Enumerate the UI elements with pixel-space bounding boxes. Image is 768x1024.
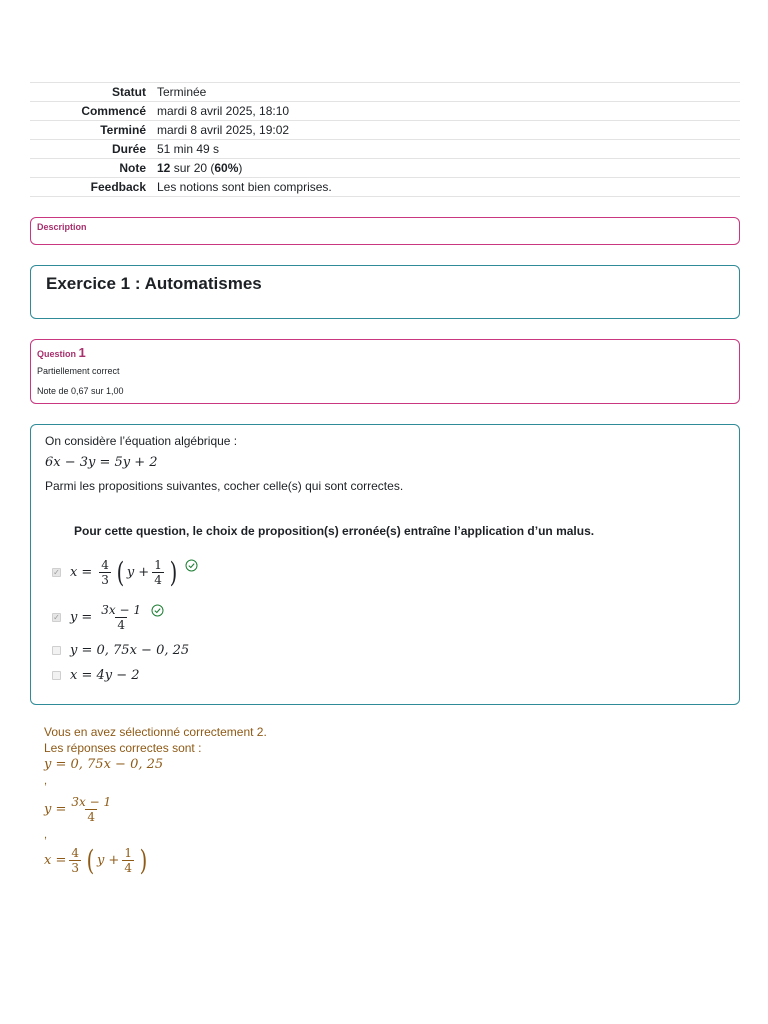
answer-option-3[interactable] — [52, 643, 189, 658]
grade-percent: 60% — [214, 161, 239, 175]
denominator: 4 — [87, 810, 96, 824]
option-checkbox[interactable]: ✓ — [53, 612, 60, 622]
feedback-separator: , — [44, 829, 48, 841]
summary-value — [146, 159, 740, 178]
inner-term: y + — [96, 853, 120, 868]
paren-left: ( — [116, 555, 125, 589]
grade-close: ) — [238, 161, 243, 175]
option-formula: y = 0, 75x − 0, 25 — [70, 643, 190, 658]
feedback-correct-intro: Les réponses correctes sont : — [44, 741, 202, 755]
question-number — [37, 345, 86, 360]
summary-label: Durée — [30, 140, 146, 159]
question-instructions: Parmi les propositions suivantes, cocher celle(s) qui sont correctes. — [45, 479, 404, 493]
correct-check-icon — [185, 559, 198, 572]
answer-option-2[interactable] — [52, 603, 164, 632]
formula-lhs: y — [70, 610, 78, 625]
summary-label: Commencé — [30, 102, 146, 121]
denominator: 3 — [101, 573, 109, 587]
summary-value: 51 min 49 s — [146, 140, 740, 159]
summary-label: Note — [30, 159, 146, 178]
option-formula — [70, 603, 146, 632]
paren-right: ) — [169, 555, 178, 589]
numerator: 3x − 1 — [71, 795, 112, 809]
numerator: 3x − 1 — [101, 603, 141, 617]
answer-option-1[interactable] — [52, 555, 198, 589]
numerator: 4 — [71, 846, 79, 860]
denominator: 4 — [124, 861, 132, 875]
description-box — [30, 217, 740, 245]
attempt-summary-table — [30, 82, 740, 197]
feedback-answer-1: y = 0, 75x − 0, 25 — [44, 757, 164, 772]
malus-warning: Pour cette question, le choix de proposition(s) erronée(s) entraîne l’application d’un malus. — [74, 524, 595, 538]
summary-row-finished — [30, 121, 740, 140]
summary-value: Terminée — [146, 83, 740, 102]
summary-row-grade — [30, 159, 740, 178]
exercise-header — [30, 265, 740, 319]
fraction — [152, 558, 164, 587]
formula-equals: = — [81, 565, 93, 580]
question-state: Partiellement correct — [37, 366, 120, 376]
fraction — [69, 846, 81, 875]
fraction — [122, 846, 134, 875]
summary-row-started — [30, 102, 740, 121]
summary-label: Terminé — [30, 121, 146, 140]
feedback-selected: Vous en avez sélectionné correctement 2. — [44, 725, 267, 739]
summary-value: mardi 8 avril 2025, 19:02 — [146, 121, 740, 140]
summary-value: mardi 8 avril 2025, 18:10 — [146, 102, 740, 121]
fraction — [69, 795, 113, 824]
denominator: 4 — [154, 573, 162, 587]
correct-check-icon — [151, 604, 164, 617]
question-equation — [45, 455, 158, 470]
question-text: On considère l’équation algébrique : — [45, 434, 238, 448]
equation-text: 6x − 3y = 5y + 2 — [45, 455, 158, 470]
feedback-separator: , — [44, 775, 48, 787]
denominator: 3 — [71, 861, 79, 875]
formula-lhs: x — [70, 565, 78, 580]
description-label: Description — [37, 222, 87, 232]
paren-left: ( — [86, 843, 95, 877]
paren-right: ) — [139, 843, 148, 877]
option-checkbox[interactable] — [52, 671, 61, 680]
formula-lhs: y = — [44, 802, 67, 817]
formula-equals: = — [81, 610, 93, 625]
summary-value: Les notions sont bien comprises. — [146, 178, 740, 197]
summary-row-feedback — [30, 178, 740, 197]
fraction — [99, 603, 143, 632]
question-index: 1 — [78, 345, 86, 360]
option-formula: x = 4y − 2 — [70, 668, 140, 683]
summary-label: Statut — [30, 83, 146, 102]
summary-label: Feedback — [30, 178, 146, 197]
option-checkbox[interactable] — [52, 646, 61, 655]
option-checkbox[interactable]: ✓ — [53, 567, 60, 577]
summary-row-duration — [30, 140, 740, 159]
exercise-title: Exercice 1 : Automatismes — [46, 274, 262, 293]
option-formula — [70, 555, 180, 589]
denominator: 4 — [117, 618, 125, 632]
numerator: 1 — [154, 558, 162, 572]
summary-row-status — [30, 83, 740, 102]
question-grade: Note de 0,67 sur 1,00 — [37, 386, 124, 396]
feedback-answer-3 — [44, 843, 150, 877]
answer-option-4[interactable] — [52, 668, 140, 683]
feedback-answer-2 — [44, 795, 116, 824]
question-prefix: Question — [37, 349, 77, 359]
question-info — [30, 339, 740, 404]
grade-points: 12 — [157, 161, 171, 175]
grade-text: sur 20 ( — [170, 161, 215, 175]
formula-lhs: x = — [44, 853, 67, 868]
question-content — [30, 424, 740, 705]
fraction — [99, 558, 111, 587]
inner-term: y + — [126, 565, 150, 580]
numerator: 1 — [124, 846, 132, 860]
numerator: 4 — [101, 558, 109, 572]
